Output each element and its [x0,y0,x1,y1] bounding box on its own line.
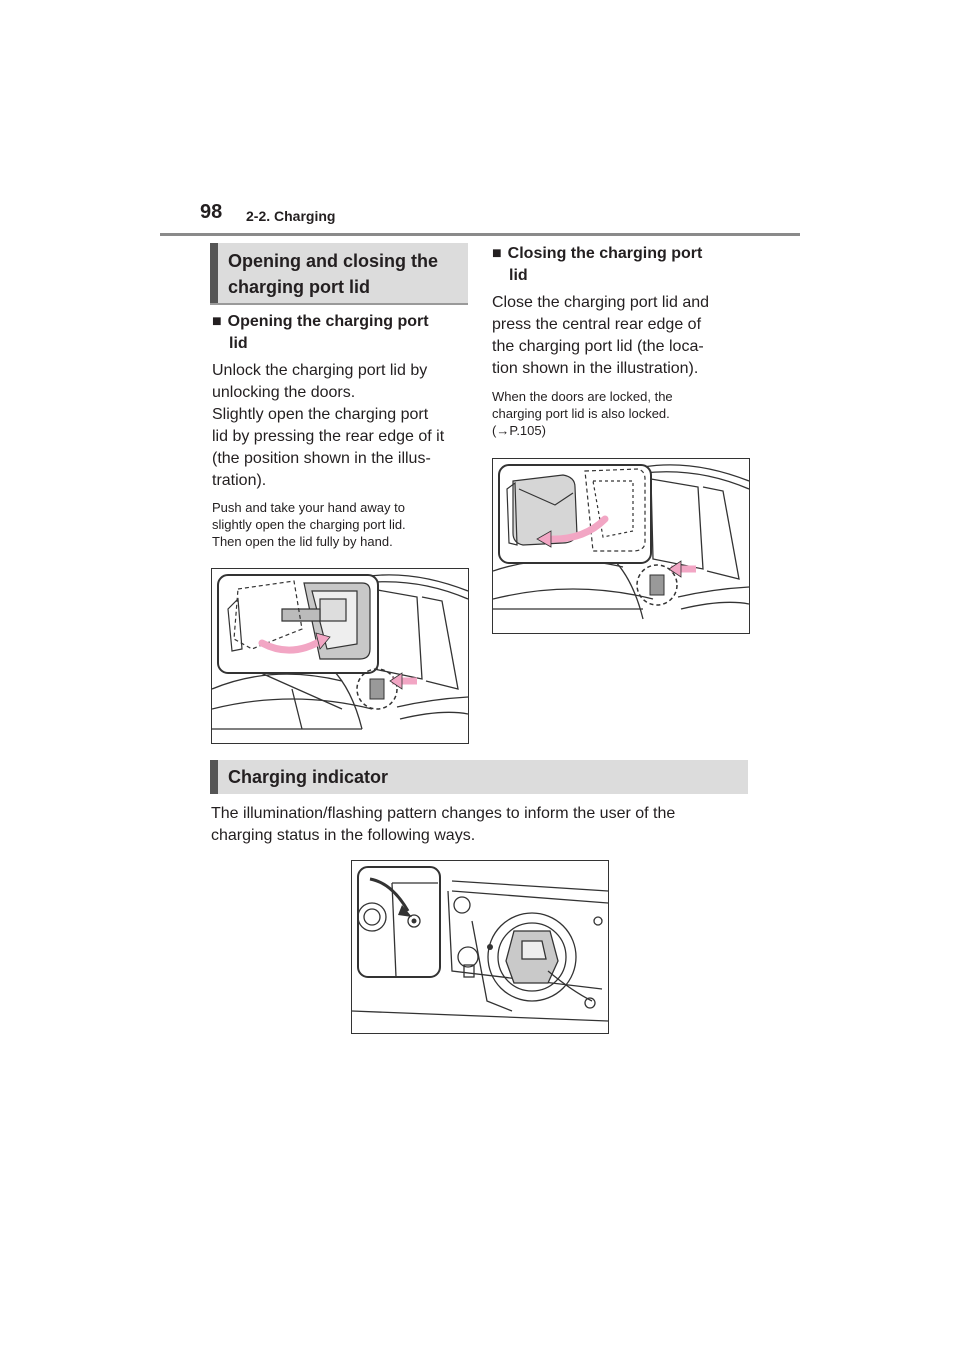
closing-note-line: When the doors are locked, the [492,389,673,404]
car-rear-opening-drawing [212,569,468,743]
closing-body-line: Close the charging port lid and [492,294,710,311]
closing-body-line: tion shown in the illustration). [492,360,699,377]
section-heading-line-1: Opening and closing the [228,251,439,271]
opening-heading-line-2: lid [229,335,248,352]
opening-body-line: Unlock the charging port lid by [212,362,428,379]
closing-heading-line-2: lid [509,267,528,284]
opening-subheading [212,311,470,355]
chapter-title: 2-2. Charging [246,208,336,224]
closing-note-line: (→P.105) [492,423,546,438]
section-heading-line-2: charging port lid [228,277,370,297]
section-heading-charging-indicator [210,760,748,794]
opening-body-line: tration). [212,472,267,489]
closing-note-line: charging port lid is also locked. [492,406,670,421]
bullet-square-icon: ■ [212,313,222,330]
closing-body [492,292,754,380]
opening-note-line: Push and take your hand away to [212,500,405,515]
charging-port-drawing [352,861,608,1033]
opening-heading-line-1: Opening the charging port [227,313,429,330]
section-heading-opening-closing [210,243,468,303]
closing-heading-line-1: Closing the charging port [507,245,703,262]
header-rule [160,233,800,236]
car-rear-closing-drawing [493,459,749,633]
opening-note-line: slightly open the charging port lid. [212,517,406,532]
closing-body-line: press the central rear edge of [492,316,702,333]
closing-body-line: the charging port lid (the loca- [492,338,704,355]
indicator-body-line: The illumination/flashing pattern changes to inform the user of the [211,805,676,822]
closing-subheading [492,243,752,287]
opening-body-line: Slightly open the charging port [212,406,429,423]
page-number: 98 [200,201,223,223]
bullet-square-icon: ■ [492,245,502,262]
indicator-body-line: charging status in the following ways. [211,827,476,844]
indicator-illustration [351,860,609,1034]
opening-body [212,360,474,492]
opening-note [212,499,474,550]
opening-illustration [211,568,469,744]
closing-illustration [492,458,750,634]
opening-body-line: (the position shown in the illus- [212,450,431,467]
closing-note [492,388,754,439]
opening-body-line: lid by pressing the rear edge of it [212,428,445,445]
opening-body-line: unlocking the doors. [212,384,356,401]
section-heading-title: Charging indicator [228,767,389,787]
indicator-body [211,803,751,847]
opening-note-line: Then open the lid fully by hand. [212,534,393,549]
